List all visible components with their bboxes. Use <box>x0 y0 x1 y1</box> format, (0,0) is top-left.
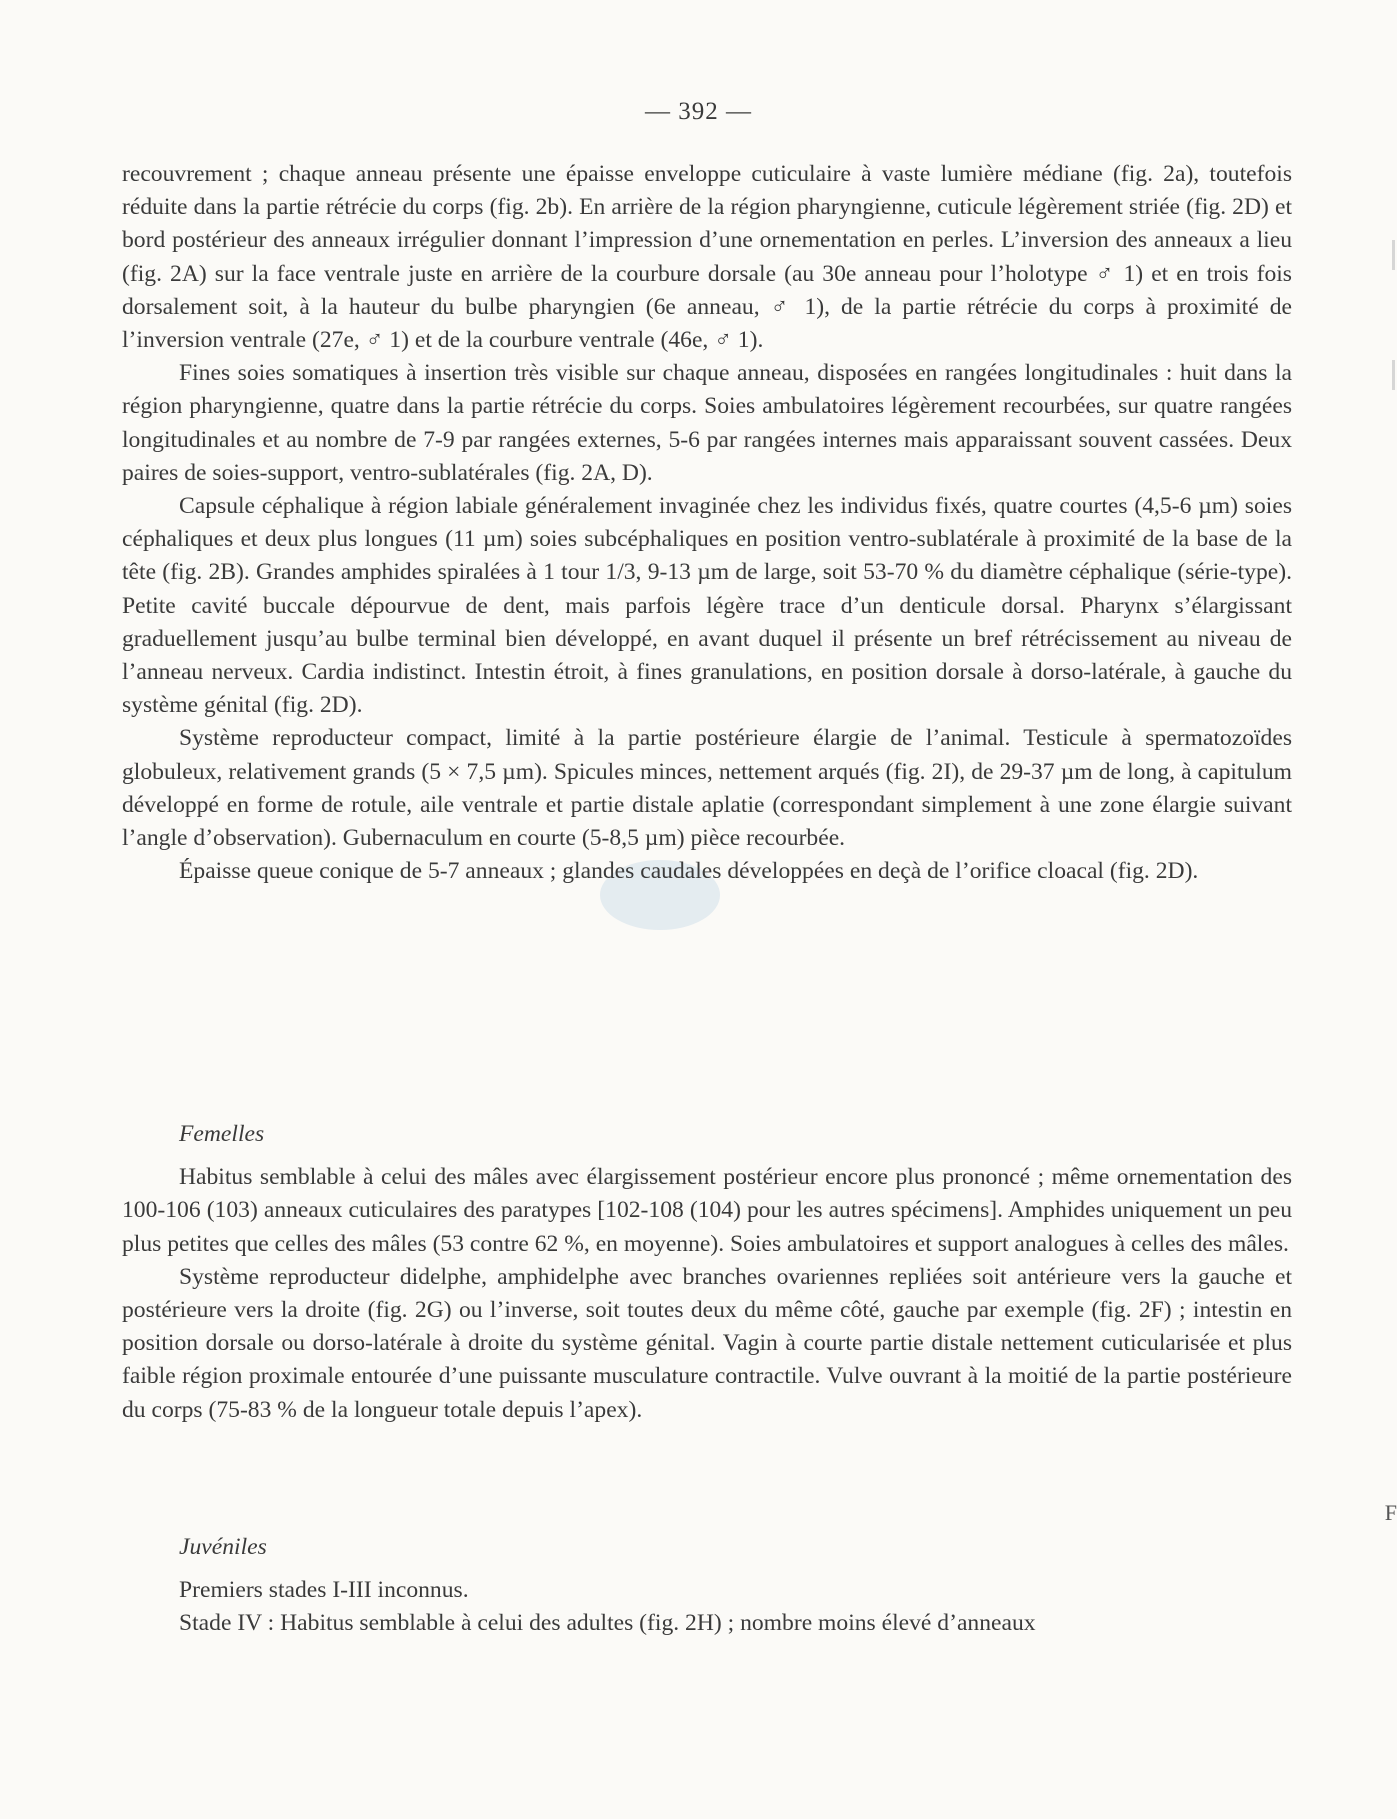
femelles-heading: Femelles <box>179 1121 265 1147</box>
paragraph-femelles-systeme: Système reproducteur didelphe, amphidelphe avec branches ovariennes repliées soit antérieure vers la gauche et postérieure vers la droite (fig. 2G) ou l’inverse, soit toutes deux du même côté, gauche par exemple (fig. 2F) ; intestin en position dorsale ou dorso-latérale à droite du système génital. Vagin à courte partie distale nettement cuticularisée et plus faible région proximale entourée d’une puissante musculature contractile. Vulve ouvrant à la moitié de la partie postérieure du corps (75-83 % de la longueur totale depuis l’apex). <box>122 1263 1292 1423</box>
juveniles-heading: Juvéniles <box>179 1534 267 1560</box>
scan-edge-mark <box>1392 240 1395 270</box>
main-text-block <box>122 158 1292 888</box>
juveniles-line-1: Premiers stades I-III inconnus. <box>179 1577 469 1604</box>
paragraph-capsule: Capsule céphalique à région labiale généralement invaginée chez les individus fixés, quatre courtes (4,5-6 µm) soies céphaliques et deux plus longues (11 µm) soies subcéphaliques en position ventro-sublatérale à proximité de la base de la tête (fig. 2B). Grandes amphides spiralées à 1 tour 1/3, 9-13 µm de large, soit 53-70 % du diamètre céphalique (série-type). Petite cavité buccale dépourvue de dent, mais parfois légère trace d’un denticule dorsal. Pharynx s’élargissant graduellement jusqu’au bulbe terminal bien développé, en avant duquel il présente un bref rétrécissement au niveau de l’anneau nerveux. Cardia indistinct. Intestin étroit, à fines granulations, en position dorsale à dorso-latérale, à gauche du système génital (fig. 2D). <box>122 493 1292 719</box>
paragraph-continued: recouvrement ; chaque anneau présente une épaisse enveloppe cuticulaire à vaste lumière médiane (fig. 2a), toutefois réduite dans la partie rétrécie du corps (fig. 2b). En arrière de la région pharyngienne, cuticule légèrement striée (fig. 2D) et bord postérieur des anneaux irrégulier donnant l’impression d’une ornementation en perles. L’inversion des anneaux a lieu (fig. 2A) sur la face ventrale juste en arrière de la courbure dorsale (au 30e anneau pour l’holotype ♂ 1) et en trois fois dorsalement soit, à la hauteur du bulbe pharyngien (6e anneau, ♂ 1), de la partie rétrécie du corps à proximité de l’inversion ventrale (27e, ♂ 1) et de la courbure ventrale (46e, ♂ 1). <box>122 161 1292 354</box>
page-number: — 392 — <box>645 98 752 125</box>
paragraph-femelles-habitus: Habitus semblable à celui des mâles avec élargissement postérieur encore plus prononcé ; même ornementation des 100-106 (103) anneaux cuticulaires des paratypes [102-108 (104) pour les autres spécimens]. Amphides uniquement un peu plus petites que celles des mâles (53 contre 62 %, en moyenne). Soies ambulatoires et support analogues à celles des mâles. <box>122 1164 1292 1257</box>
juveniles-section <box>122 1531 1292 1641</box>
juveniles-line-2: Stade IV : Habitus semblable à celui des adultes (fig. 2H) ; nombre moins élevé d’anneaux <box>179 1610 1036 1637</box>
paragraph-soies: Fines soies somatiques à insertion très visible sur chaque anneau, disposées en rangées longitudinales : huit dans la région pharyngienne, quatre dans la partie rétrécie du corps. Soies ambulatoires légèrement recourbées, sur quatre rangées longitudinales et au nombre de 7-9 par rangées externes, 5-6 par rangées internes mais apparaissant souvent cassées. Deux paires de soies-support, ventro-sublatérales (fig. 2A, D). <box>122 360 1292 486</box>
scan-edge-mark <box>1392 360 1395 390</box>
paragraph-systeme-male: Système reproducteur compact, limité à la partie postérieure élargie de l’animal. Testicule à spermatozoïdes globuleux, relativement grands (5 × 7,5 µm). Spicules minces, nettement arqués (fig. 2I), de 29-37 µm de long, à capitulum développé en forme de rotule, aile ventrale et partie distale aplatie (correspondant simplement à une zone élargie suivant l’angle d’observation). Gubernaculum en courte (5-8,5 µm) pièce recourbée. <box>122 725 1292 852</box>
femelles-section <box>122 1118 1292 1427</box>
margin-letter: F <box>1384 1500 1397 1525</box>
paragraph-queue: Épaisse queue conique de 5-7 anneaux ; glandes caudales développées en deçà de l’orifice cloacal (fig. 2D). <box>179 858 1199 885</box>
